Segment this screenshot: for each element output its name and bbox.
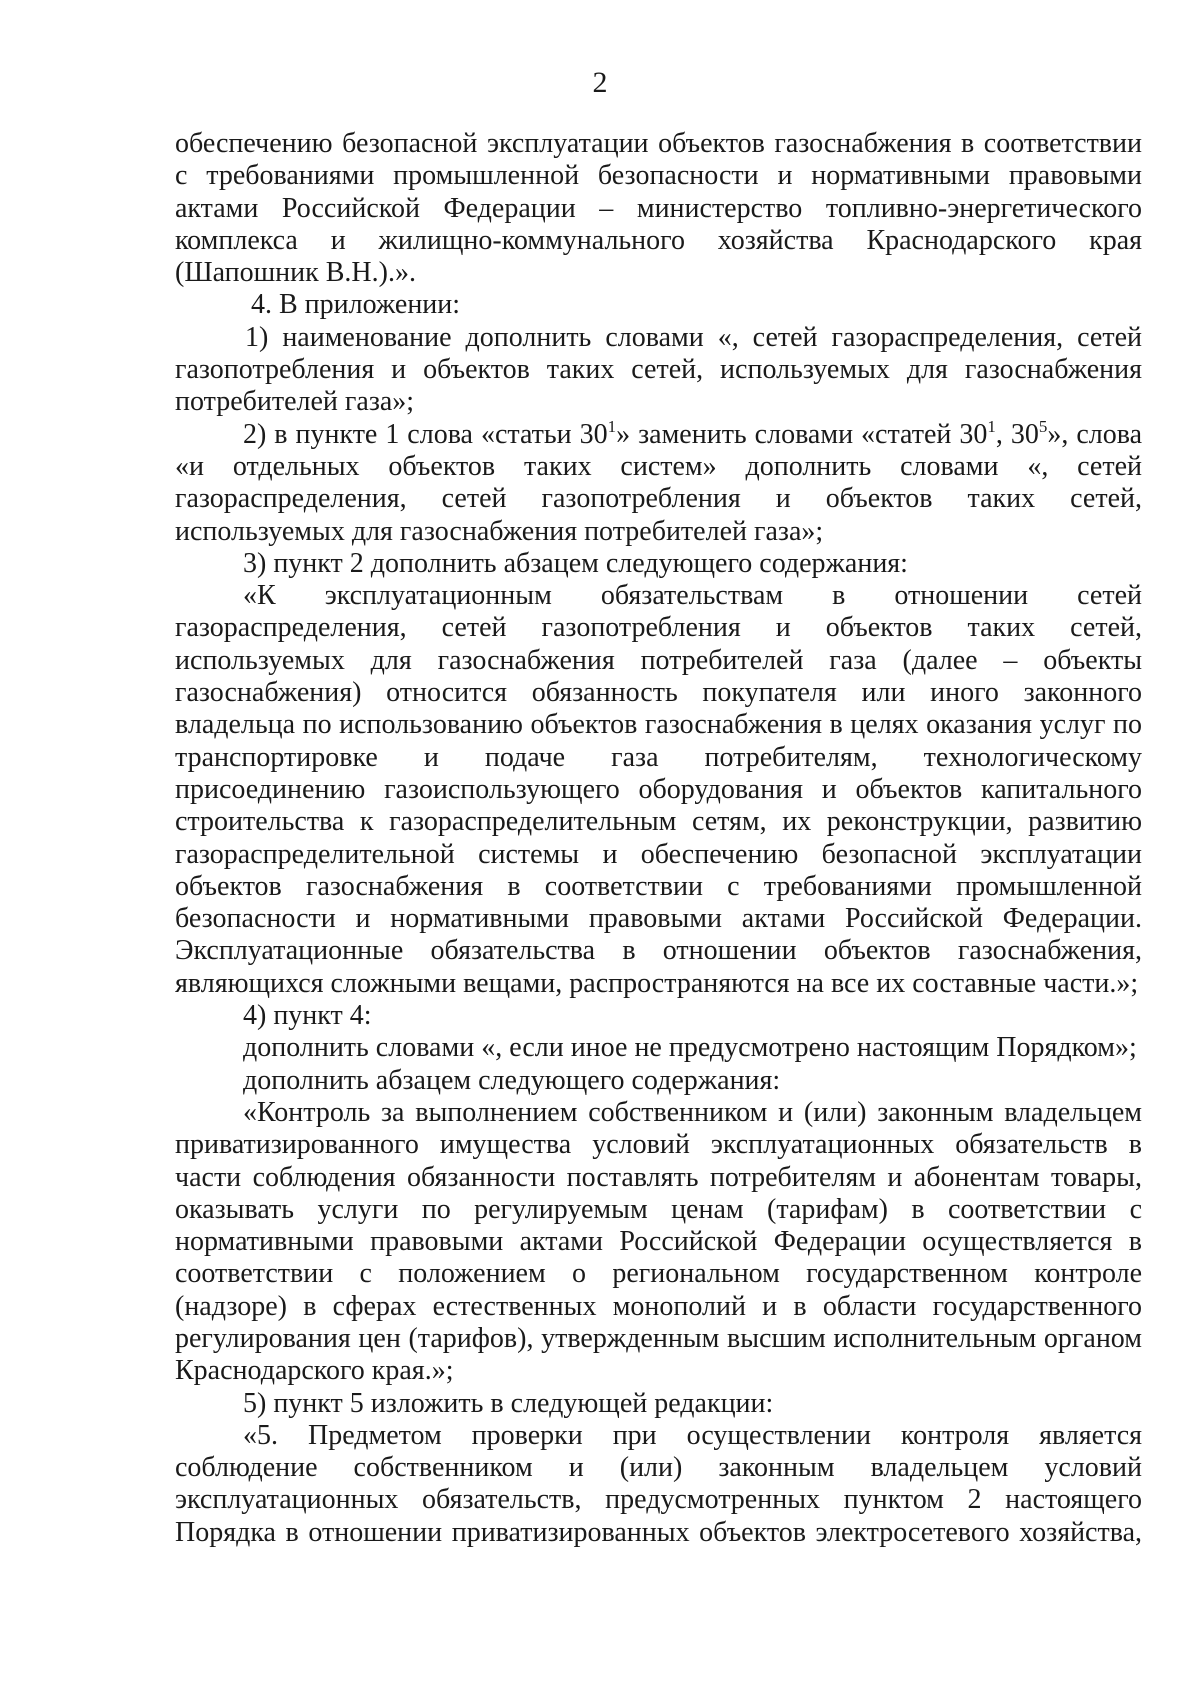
superscript: 1 xyxy=(607,416,617,436)
paragraph: «Контроль за выполнением собственником и (или) законным владельцем приватизированного имущества условий эксплуатационных обязательств в части соблюдения обязанности поставлять потребителям и абонентам товары, оказывать услуги по регулируемым ценам (тарифам) в соответствии с нормативными правовыми актами Российской Федерации осуществляется в соответствии с положением о региональном государственном контроле (надзоре) в сферах естественных монополий и в области государственного регулирования цен (тарифов), утвержденным высшим исполнительным органом Краснодарского края.»; xyxy=(175,1096,1142,1387)
paragraph: «К эксплуатационным обязательствам в отношении сетей газораспределения, сетей газопотребления и объектов таких сетей, используемых для газоснабжения потребителей газа (далее – объекты газоснабжения) относится обязанность покупателя или иного законного владельца по использованию объектов газоснабжения в целях оказания услуг по транспортировке и подаче газа потребителям, технологическому присоединению газоиспользующего оборудования и объектов капитального строительства к газораспределительным сетям, их реконструкции, развитию газораспределительной системы и обеспечению безопасной эксплуатации объектов газоснабжения в соответствии с требованиями промышленной безопасности и нормативными правовыми актами Российской Федерации. Эксплуатационные обязательства в отношении объектов газоснабжения, являющихся сложными вещами, распространяются на все их составные части.»; xyxy=(175,580,1142,999)
paragraph: обеспечению безопасной эксплуатации объектов газоснабжения в соответствии с требованиями промышленной безопасности и нормативными правовыми актами Российской Федерации – министерство топливно-энергетического комплекса и жилищно-коммунального хозяйства Краснодарского края (Шапошник В.Н.).». xyxy=(175,128,1142,289)
text-run: », слова «и отдельных объектов таких систем» дополнить словами «, сетей газораспределения, сетей газопотребления и объектов таких сетей, используемых для газоснабжения потребителей газа»; xyxy=(175,418,1143,547)
text-run: 2) в пункте 1 слова «статьи 30 xyxy=(243,418,608,450)
page-number: 2 xyxy=(592,66,608,99)
text-run: » заменить словами «статей 30 xyxy=(616,418,988,450)
paragraph xyxy=(175,416,1143,548)
superscript: 5 xyxy=(1038,416,1048,436)
paragraph: дополнить словами «, если иное не предусмотрено настоящим Порядком»; xyxy=(243,1032,1137,1064)
paragraph: дополнить абзацем следующего содержания: xyxy=(243,1064,781,1096)
document-body xyxy=(175,128,1142,1549)
text-run: , 30 xyxy=(995,418,1039,450)
paragraph: 4. В приложении: xyxy=(251,289,461,321)
superscript: 1 xyxy=(987,416,996,436)
paragraph: 3) пункт 2 дополнить абзацем следующего содержания: xyxy=(243,547,908,579)
paragraph: «5. Предметом проверки при осуществлении контроля является соблюдение собственником и (или) законным владельцем условий эксплуатационных обязательств, предусмотренных пунктом 2 настоящего Порядка в отношении приватизированных объектов электросетевого хозяйства, xyxy=(175,1419,1142,1548)
paragraph: 5) пункт 5 изложить в следующей редакции: xyxy=(243,1387,774,1419)
paragraph: 4) пункт 4: xyxy=(243,1000,372,1032)
paragraph: 1) наименование дополнить словами «, сетей газораспределения, сетей газопотребления и объектов таких сетей, используемых для газоснабжения потребителей газа»; xyxy=(175,321,1142,418)
